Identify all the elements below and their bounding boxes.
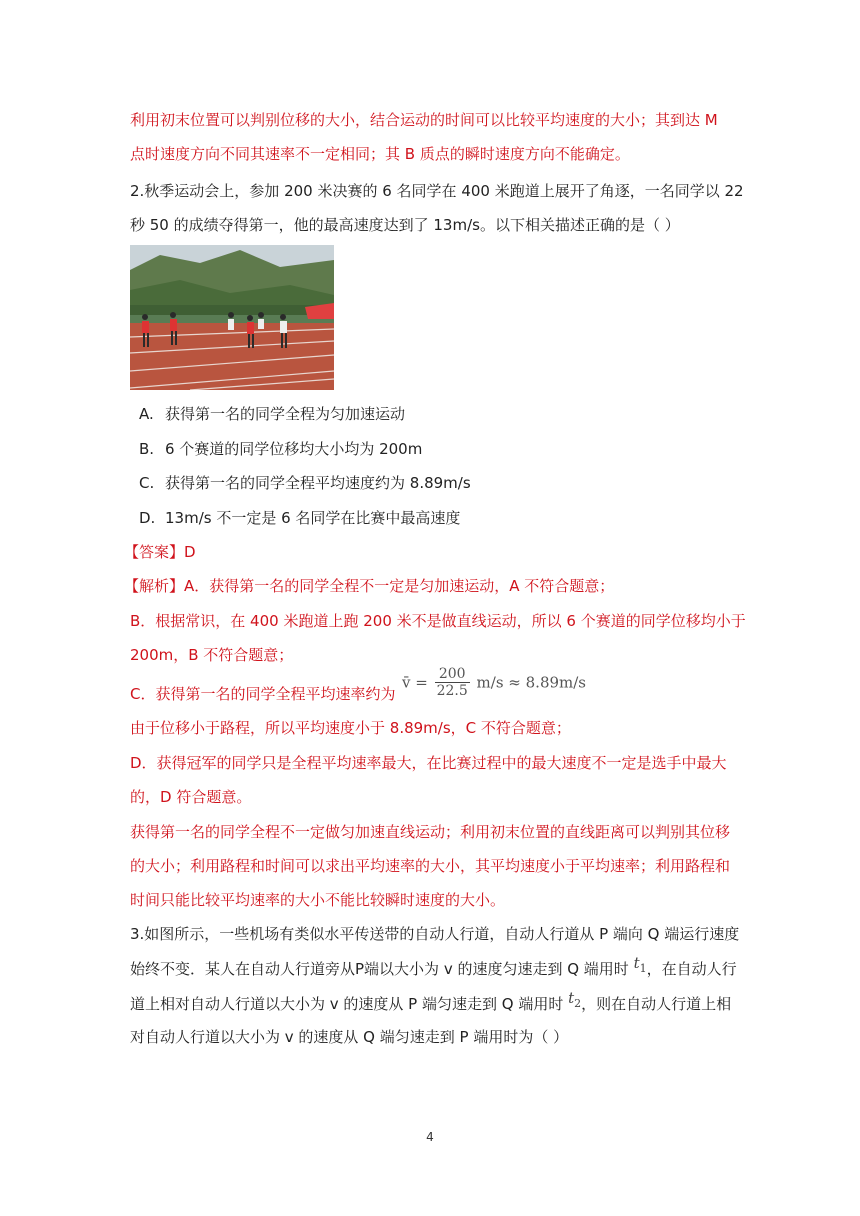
question-3-line-3: [130, 989, 732, 1020]
option-d-letter: D.: [139, 509, 156, 527]
analysis-b-line-1: B．根据常识，在 400 米跑道上跑 200 米不是做直线运动，所以 6 个赛道的同学位移均小于: [130, 612, 746, 630]
option-d-text: 13m/s 不一定是 6 名同学在比赛中最高速度: [165, 509, 461, 527]
option-b-text: 6 个赛道的同学位移均大小均为 200m: [165, 440, 423, 458]
option-b-letter: B.: [139, 440, 155, 458]
page-number: 4: [426, 1130, 434, 1144]
question-3-line-2a: 始终不变．某人在自动人行道旁从P端以大小为 v 的速度匀速走到 Q 端用时: [130, 960, 629, 978]
average-speed-formula: [402, 666, 586, 699]
intro-line-1: 利用初末位置可以判别位移的大小，结合运动的时间可以比较平均速度的大小；其到达 M: [130, 111, 718, 129]
analysis-c-line-1: [130, 684, 395, 704]
summary-line-3: 时间只能比较平均速率的大小不能比较瞬时速度的大小。: [130, 891, 506, 909]
analysis-c-line-2: 由于位移小于路程，所以平均速度小于 8.89m/s，C 不符合题意；: [130, 719, 571, 737]
t1-letter: t: [633, 954, 640, 972]
question-3-line-1: 3.如图所示，一些机场有类似水平传送带的自动人行道，自动人行道从 P 端向 Q 端运行速度: [130, 925, 740, 943]
formula-lhs: v̄ =: [402, 673, 428, 692]
t2-subscript: 2: [574, 997, 582, 1010]
formula-numerator: 200: [435, 666, 470, 683]
intro-line-2: 点时速度方向不同其速率不一定相同；其 B 质点的瞬时速度方向不能确定。: [130, 145, 630, 163]
t2-letter: t: [568, 989, 575, 1007]
t1-subscript: 1: [639, 962, 647, 975]
answer-line: [124, 542, 196, 562]
option-a-text: 获得第一名的同学全程为匀加速运动: [165, 405, 406, 423]
option-a: [139, 404, 405, 424]
question-3-line-2b: ，在自动人行: [646, 960, 737, 978]
option-d: [139, 508, 460, 528]
formula-denominator: 22.5: [436, 683, 468, 699]
answer-label: 【答案】: [124, 543, 185, 561]
analysis-c-text: C．获得第一名的同学全程平均速率约为: [130, 685, 396, 703]
question-3-line-4: 对自动人行道以大小为 v 的速度从 Q 端匀速走到 P 端用时为（ ）: [130, 1028, 569, 1046]
analysis-label: 【解析】: [124, 577, 185, 595]
option-b: [139, 439, 422, 459]
t1-symbol: [633, 954, 647, 975]
formula-rhs: m/s ≈ 8.89m/s: [476, 673, 586, 692]
running-track-photo: [130, 245, 334, 390]
question-3-line-3a: 道上相对自动人行道以大小为 v 的速度从 P 端匀速走到 Q 端用时: [130, 995, 564, 1013]
analysis-d-line-1: D．获得冠军的同学只是全程平均速率最大，在比赛过程中的最大速度不一定是选手中最大: [130, 754, 727, 772]
question-2-line-2: 秒 50 的成绩夺得第一，他的最高速度达到了 13m/s。以下相关描述正确的是（ ）: [130, 216, 680, 234]
question-3-line-3b: ，则在自动人行道上相: [581, 995, 732, 1013]
option-a-letter: A.: [139, 405, 154, 423]
analysis-d-line-2: 的，D 符合题意。: [130, 788, 252, 806]
option-c-letter: C.: [139, 474, 155, 492]
question-2-line-1: 2.秋季运动会上，参加 200 米决赛的 6 名同学在 400 米跑道上展开了角逐，一名同学以 22: [130, 182, 744, 200]
option-c-text: 获得第一名的同学全程平均速度约为 8.89m/s: [165, 474, 471, 492]
analysis-a-text: A．获得第一名的同学全程不一定是匀加速运动，A 不符合题意；: [184, 577, 615, 595]
option-c: [139, 473, 471, 493]
answer-value: D: [184, 543, 196, 561]
t2-symbol: [568, 989, 582, 1010]
formula-fraction: [435, 666, 470, 699]
summary-line-1: 获得第一名的同学全程不一定做匀加速直线运动；利用初末位置的直线距离可以判别其位移: [130, 823, 731, 841]
analysis-b-line-2: 200m，B 不符合题意；: [130, 646, 294, 664]
analysis-line-a: [124, 576, 614, 596]
question-3-line-2: [130, 954, 737, 985]
summary-line-2: 的大小；利用路程和时间可以求出平均速率的大小，其平均速度小于平均速率；利用路程和: [130, 857, 731, 875]
